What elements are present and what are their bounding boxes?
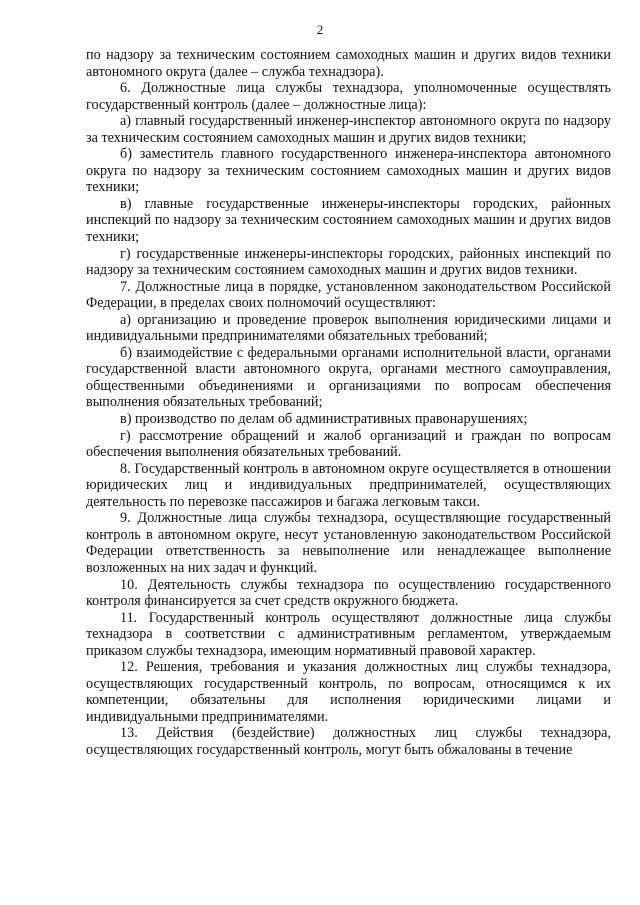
page-number: 2 <box>316 22 324 37</box>
paragraph-7-item-a: а) организацию и проведение проверок выполнения юридическими лицами и индивидуальными предпринимателями обязательных требований; <box>86 311 611 345</box>
paragraph-7: 7. Должностные лица в порядке, установленном законодательством Российской Федерации, в пределах своих полномочий осуществляют: <box>86 278 611 312</box>
paragraph-10: 10. Деятельность службы технадзора по осуществлению государственного контроля финансируется за счет средств окружного бюджета. <box>86 576 611 610</box>
paragraph-13: 13. Действия (бездействие) должностных лиц службы технадзора, осуществляющих государственный контроль, могут быть обжалованы в течение <box>86 725 611 758</box>
paragraph-6-item-a: а) главный государственный инженер-инспектор автономного округа по надзору за техническим состоянием самоходных машин и других видов техники; <box>86 113 611 146</box>
paragraph-12: 12. Решения, требования и указания должностных лиц службы технадзора, осуществляющих государственный контроль, по вопросам, относящимся к их компетенции, обязательны для исполнения юридическими лицами и индивидуальными предпринимателями. <box>86 659 611 725</box>
document-body <box>86 47 611 759</box>
paragraph-7-item-b: б) взаимодействие с федеральными органами исполнительной власти, органами государственной власти автономного округа, органами местного самоуправления, общественными объединениями и организациями по вопросам обеспечения выполнения обязательных требований; <box>86 344 611 411</box>
paragraph-continuation: по надзору за техническим состоянием самоходных машин и других видов техники автономного округа (далее – служба технадзора). <box>86 47 611 80</box>
paragraph-6-item-g: г) государственные инженеры-инспекторы городских, районных инспекций по надзору за техническим состоянием самоходных машин и других видов техники. <box>86 245 611 279</box>
paragraph-7-item-g: г) рассмотрение обращений и жалоб организаций и граждан по вопросам обеспечения выполнения обязательных требований. <box>86 427 611 461</box>
paragraph-6-item-b: б) заместитель главного государственного инженера-инспектора автономного округа по надзору за техническим состоянием самоходных машин и других видов техники; <box>86 146 611 196</box>
paragraph-9: 9. Должностные лица службы технадзора, осуществляющие государственный контроль в автономном округе, несут установленную законодательством Российской Федерации ответственность за невыполнение или ненадлежащее выполнение возложенных на них задач и функций. <box>86 510 611 576</box>
paragraph-6-item-v: в) главные государственные инженеры-инспекторы городских, районных инспекций по надзору за техническим состоянием самоходных машин и других видов техники; <box>86 195 611 246</box>
paragraph-7-item-v: в) производство по делам об административных правонарушениях; <box>120 411 528 428</box>
paragraph-11: 11. Государственный контроль осуществляют должностные лица службы технадзора в соответствии с административным регламентом, утверждаемым приказом службы технадзора, имеющим нормативный правовой характер. <box>86 609 611 659</box>
paragraph-6: 6. Должностные лица службы технадзора, уполномоченные осуществлять государственный контроль (далее – должностные лица): <box>86 80 611 113</box>
paragraph-8: 8. Государственный контроль в автономном округе осуществляется в отношении юридических лиц и индивидуальных предпринимателей, осуществляющих деятельность по перевозке пассажиров и багажа легковым такси. <box>86 460 611 510</box>
